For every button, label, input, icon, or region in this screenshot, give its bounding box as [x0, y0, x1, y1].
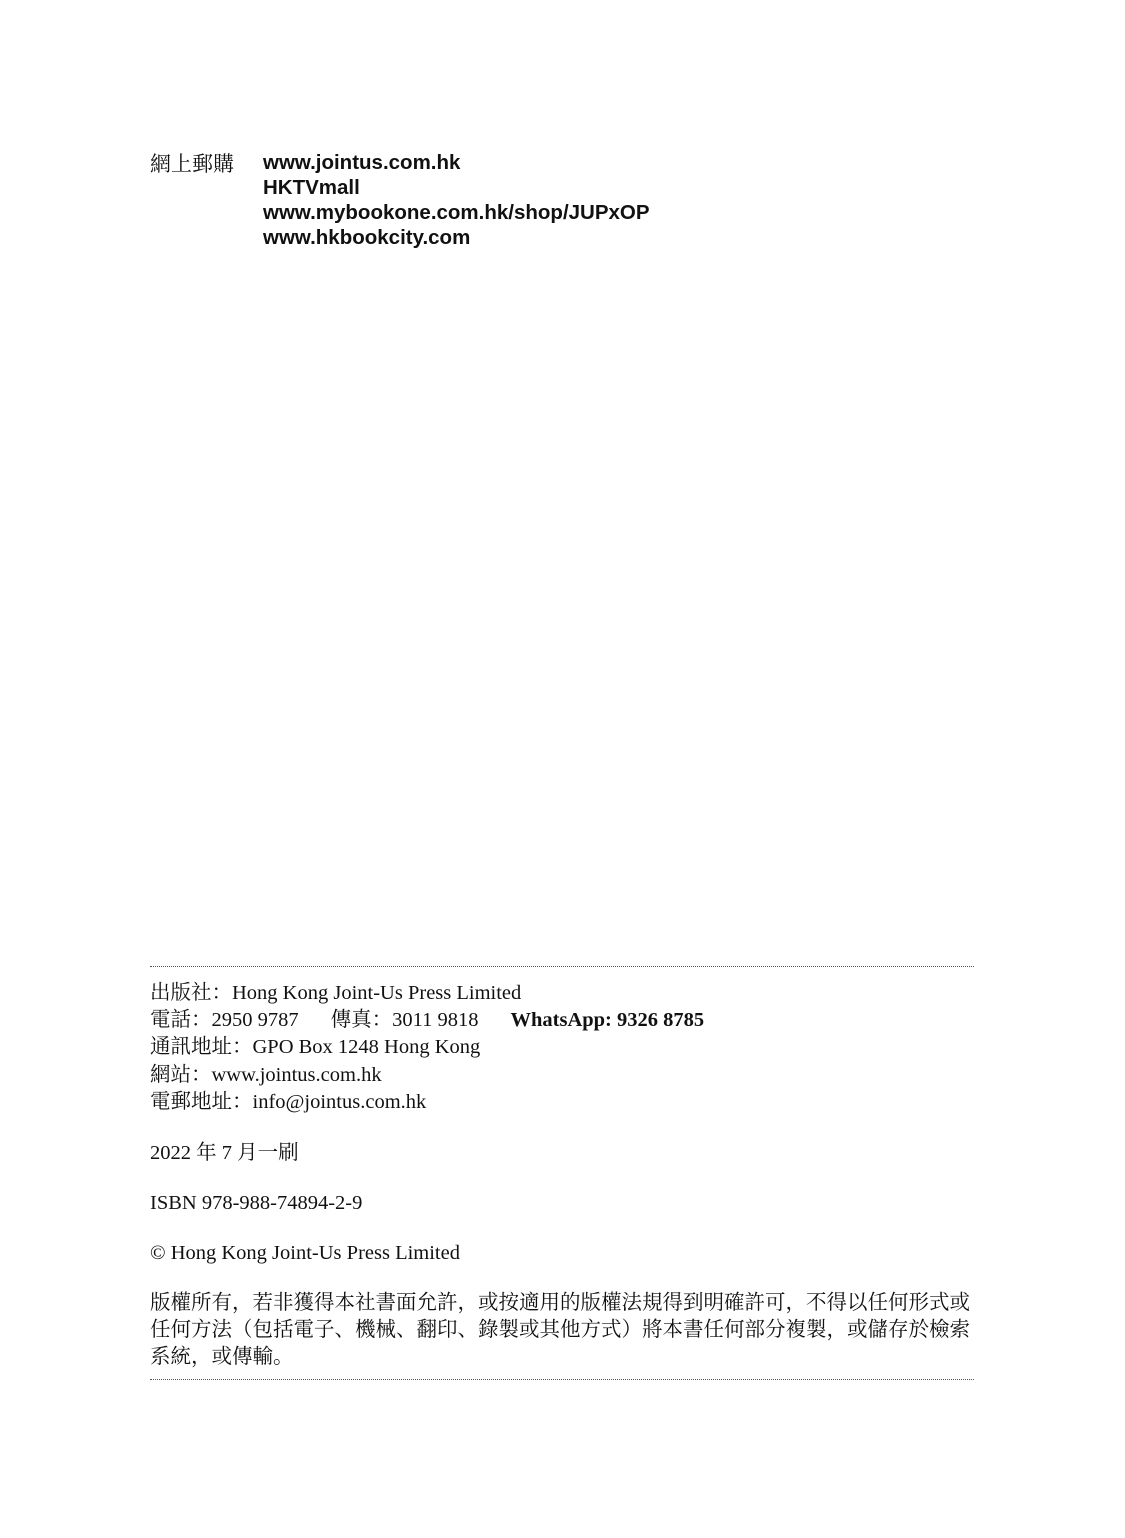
link-hktvmall[interactable]: HKTVmall — [263, 176, 360, 199]
publisher-name: 出版社：Hong Kong Joint-Us Press Limited — [150, 982, 522, 1004]
copyright-notice: © Hong Kong Joint-Us Press Limited — [150, 1242, 460, 1264]
rights-line: 版權所有，若非獲得本社書面允許，或按適用的版權法規得到明確許可，不得以任何形式或 — [150, 1292, 970, 1314]
isbn: ISBN 978-988-74894-2-9 — [150, 1192, 363, 1214]
dotted-divider-bottom — [150, 1379, 974, 1380]
publisher-info — [150, 980, 980, 1116]
fax: 傳真：3011 9818 — [330, 1009, 479, 1032]
website: 網站：www.jointus.com.hk — [150, 1063, 382, 1086]
link-jointus[interactable]: www.jointus.com.hk — [263, 151, 461, 174]
rights-line: 系統，或傳輸。 — [150, 1346, 294, 1368]
link-hkbookcity[interactable]: www.hkbookcity.com — [263, 226, 471, 249]
dotted-divider-top — [150, 966, 974, 967]
rights-statement — [150, 1290, 980, 1371]
online-ordering-label: 網上郵購 — [150, 152, 234, 176]
print-date: 2022 年 7 月一刷 — [150, 1142, 299, 1164]
whatsapp: WhatsApp: 9326 8785 — [510, 1009, 705, 1032]
rights-line: 任何方法（包括電子、機械、翻印、錄製或其他方式）將本書任何部分複製，或儲存於檢索 — [150, 1319, 970, 1341]
telephone: 電話：2950 9787 — [150, 1009, 299, 1032]
mailing-address: 通訊地址：GPO Box 1248 Hong Kong — [150, 1036, 481, 1059]
link-mybookone[interactable]: www.mybookone.com.hk/shop/JUPxOP — [263, 201, 650, 224]
contact-numbers — [150, 1007, 980, 1034]
online-ordering-links — [263, 150, 650, 250]
email-address: 電郵地址：info@jointus.com.hk — [150, 1090, 427, 1113]
